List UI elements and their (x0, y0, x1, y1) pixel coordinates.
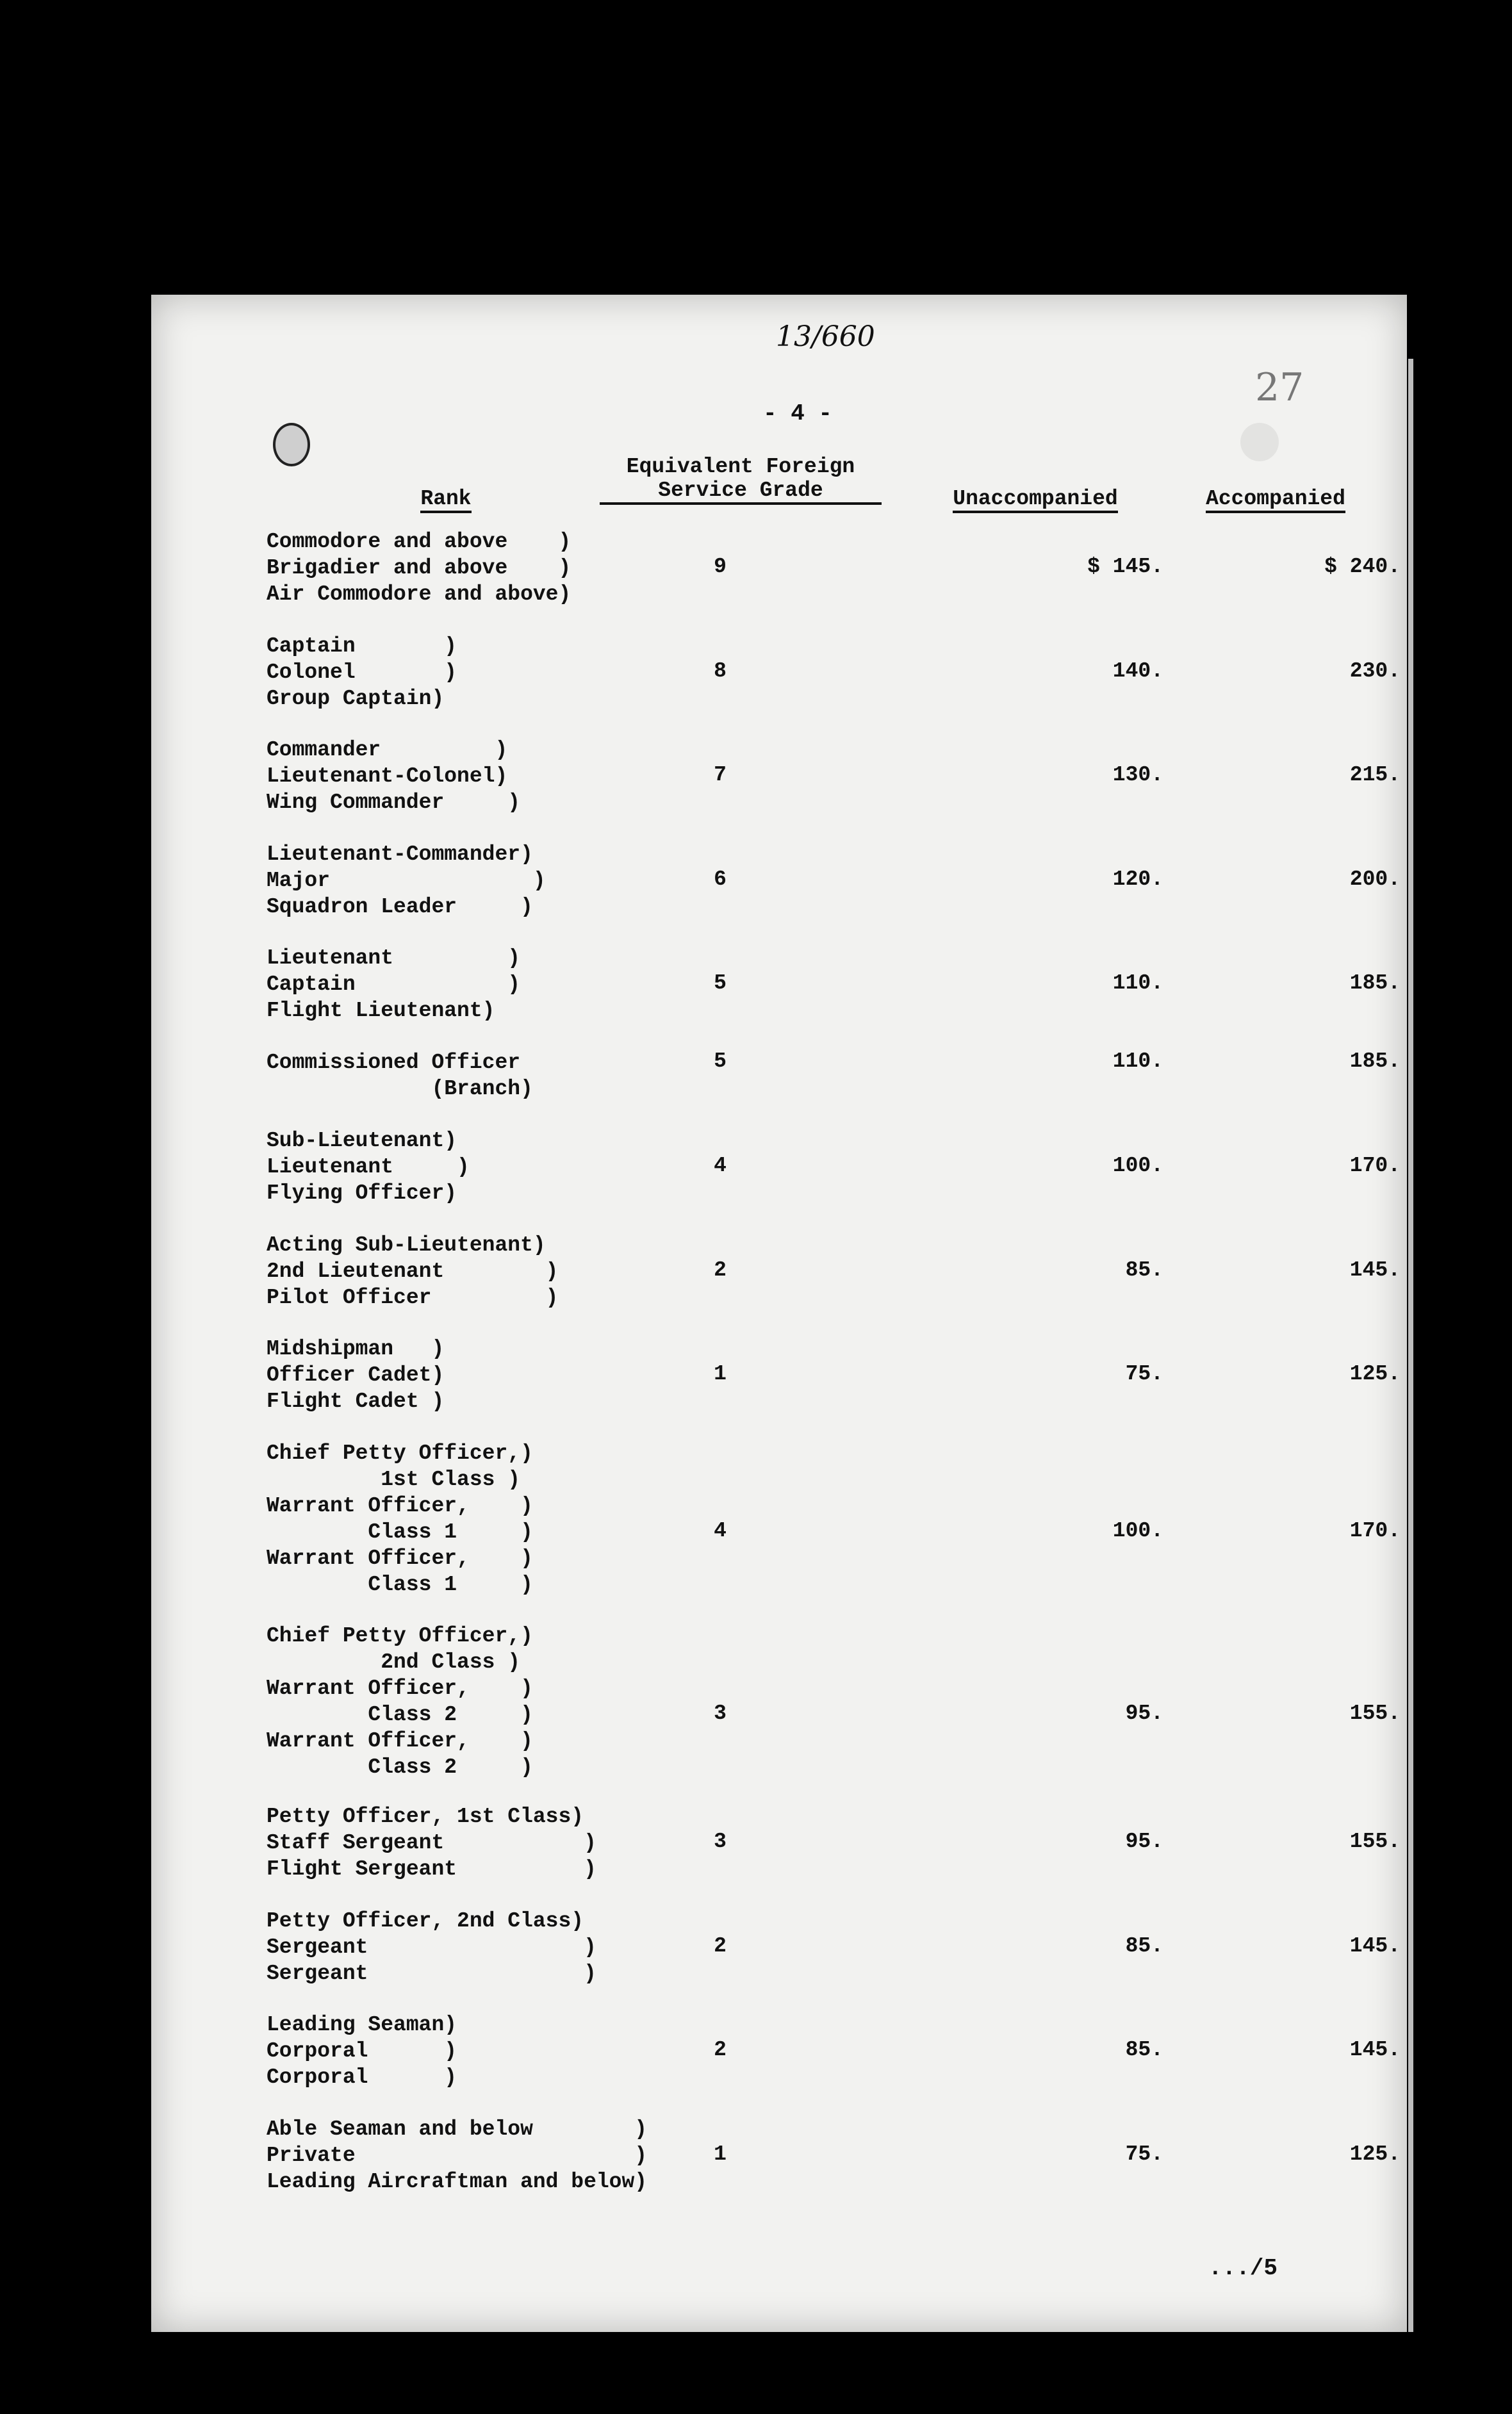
rank-cell: Acting Sub-Lieutenant) 2nd Lieutenant ) Pilot Officer ) (267, 1233, 559, 1310)
unaccompanied-cell: 100. (1112, 1154, 1163, 1178)
rank-cell: Leading Seaman) Corporal ) Corporal ) (267, 2013, 457, 2089)
grade-cell: 2 (714, 2038, 727, 2062)
accompanied-cell: 125. (1349, 1362, 1401, 1386)
accompanied-cell: 185. (1349, 971, 1401, 995)
accompanied-cell: 230. (1349, 659, 1401, 683)
accompanied-cell: 145. (1349, 2038, 1401, 2062)
grade-cell: 1 (714, 2142, 727, 2166)
accompanied-cell: 155. (1349, 1702, 1401, 1725)
rank-cell: Sub-Lieutenant) Lieutenant ) Flying Officer) (267, 1129, 470, 1205)
continuation-marker: .../5 (1208, 2255, 1278, 2281)
grade-heading-line2: Service Grade (600, 479, 882, 505)
rank-cell: Captain ) Colonel ) Group Captain) (267, 634, 457, 710)
page-number: - 4 - (763, 400, 833, 427)
rank-cell: Commodore and above ) Brigadier and above ) Air Commodore and above) (267, 530, 571, 606)
grade-cell: 7 (714, 763, 727, 787)
rank-cell: Petty Officer, 1st Class) Staff Sergeant ) Flight Sergeant ) (267, 1805, 596, 1881)
stain-mark (1240, 423, 1279, 461)
accompanied-cell: 145. (1349, 1934, 1401, 1958)
column-header-rank (382, 487, 510, 513)
grade-cell: 1 (714, 1362, 727, 1386)
page-edge (1408, 359, 1413, 2332)
column-header-unaccompanied (907, 487, 1163, 513)
rank-cell: Commissioned Officer (Branch) (267, 1051, 533, 1101)
unaccompanied-cell: $ 145. (1087, 555, 1163, 579)
accompanied-heading: Accompanied (1206, 487, 1345, 513)
accompanied-cell: 170. (1349, 1154, 1401, 1178)
grade-cell: 6 (714, 867, 727, 891)
accompanied-cell: 125. (1349, 2142, 1401, 2166)
column-header-grade (600, 455, 882, 505)
accompanied-cell: 170. (1349, 1519, 1401, 1543)
handwritten-reference: 13/660 (776, 320, 875, 353)
grade-cell: 8 (714, 659, 727, 683)
rank-cell: Chief Petty Officer,) 2nd Class ) Warrant Officer, ) Class 2 ) Warrant Officer, ) Class 2 ) (267, 1624, 533, 1779)
folio-number: 27 (1255, 365, 1304, 410)
grade-cell: 4 (714, 1519, 727, 1543)
rank-cell: Petty Officer, 2nd Class) Sergeant ) Sergeant ) (267, 1909, 596, 1985)
grade-cell: 5 (714, 971, 727, 995)
grade-cell: 3 (714, 1830, 727, 1853)
rank-cell: Lieutenant ) Captain ) Flight Lieutenant) (267, 946, 521, 1022)
unaccompanied-cell: 130. (1112, 763, 1163, 787)
unaccompanied-cell: 140. (1112, 659, 1163, 683)
accompanied-cell: 145. (1349, 1258, 1401, 1282)
rank-cell: Lieutenant-Commander) Major ) Squadron Leader ) (267, 842, 546, 919)
grade-cell: 9 (714, 555, 727, 579)
rank-cell: Midshipman ) Officer Cadet) Flight Cadet ) (267, 1337, 445, 1413)
rank-cell: Able Seaman and below ) Private ) Leading Aircraftman and below) (267, 2117, 648, 2194)
unaccompanied-heading: Unaccompanied (953, 487, 1117, 513)
unaccompanied-cell: 85. (1125, 2038, 1163, 2062)
grade-cell: 2 (714, 1258, 727, 1282)
accompanied-cell: 185. (1349, 1049, 1401, 1073)
accompanied-cell: 155. (1349, 1830, 1401, 1853)
accompanied-cell: $ 240. (1324, 555, 1401, 579)
unaccompanied-cell: 75. (1125, 2142, 1163, 2166)
rank-cell: Chief Petty Officer,) 1st Class ) Warrant Officer, ) Class 1 ) Warrant Officer, ) Class 1 ) (267, 1441, 533, 1597)
unaccompanied-cell: 85. (1125, 1934, 1163, 1958)
unaccompanied-cell: 85. (1125, 1258, 1163, 1282)
unaccompanied-cell: 120. (1112, 867, 1163, 891)
grade-cell: 3 (714, 1702, 727, 1725)
document-page (151, 295, 1407, 2332)
accompanied-cell: 200. (1349, 867, 1401, 891)
punch-hole (273, 423, 310, 466)
grade-cell: 5 (714, 1049, 727, 1073)
unaccompanied-cell: 110. (1112, 971, 1163, 995)
rank-cell: Commander ) Lieutenant-Colonel) Wing Commander ) (267, 738, 521, 814)
unaccompanied-cell: 110. (1112, 1049, 1163, 1073)
grade-cell: 2 (714, 1934, 727, 1958)
accompanied-cell: 215. (1349, 763, 1401, 787)
unaccompanied-cell: 100. (1112, 1519, 1163, 1543)
grade-cell: 4 (714, 1154, 727, 1178)
unaccompanied-cell: 75. (1125, 1362, 1163, 1386)
unaccompanied-cell: 95. (1125, 1830, 1163, 1853)
column-header-accompanied (1151, 487, 1401, 513)
unaccompanied-cell: 95. (1125, 1702, 1163, 1725)
rank-heading: Rank (420, 487, 471, 513)
grade-heading-line1: Equivalent Foreign (626, 455, 855, 479)
